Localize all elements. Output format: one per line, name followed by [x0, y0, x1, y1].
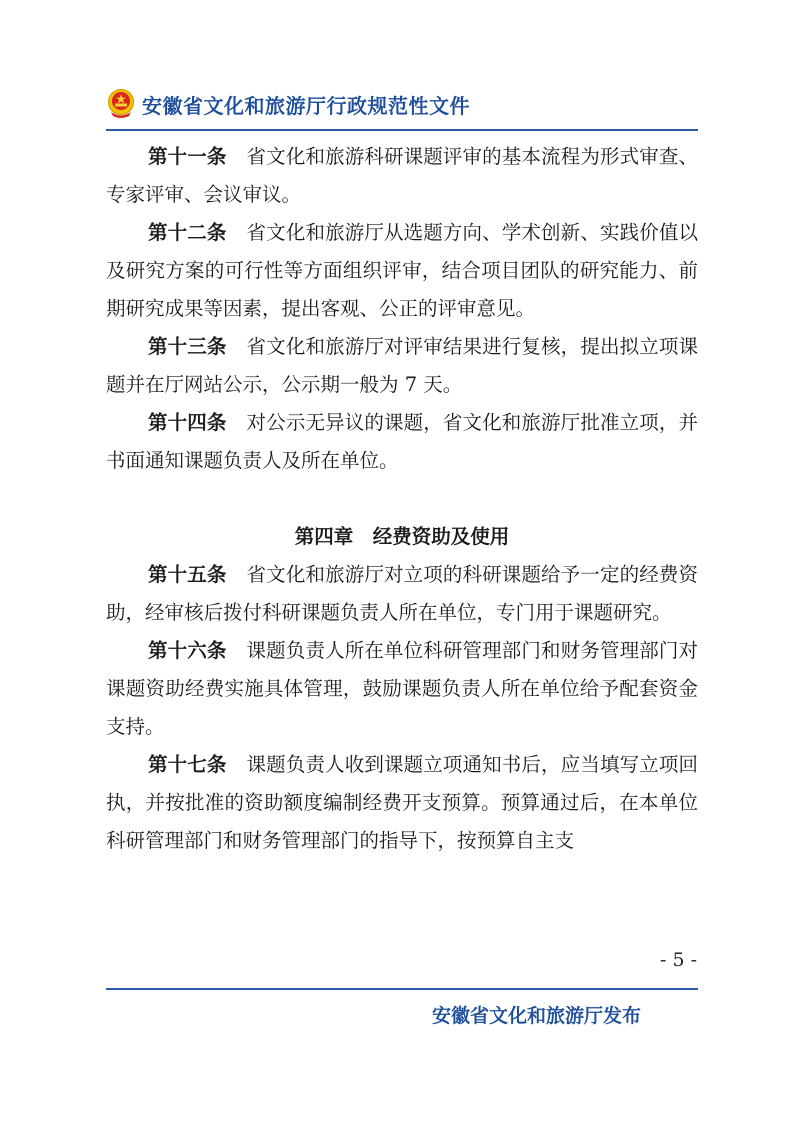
national-emblem-icon: [106, 88, 136, 120]
article-label: 第十六条: [148, 639, 227, 662]
article-label: 第十七条: [148, 753, 227, 776]
article-11: [106, 138, 698, 214]
article-label: 第十五条: [148, 563, 227, 586]
footer-publisher: 安徽省文化和旅游厅发布: [431, 1005, 641, 1027]
article-text: 省文化和旅游厅对立项的科研课题给予一定的经费资助，经审核后拨付科研课题负责人所在单位，专门用于课题研究。: [106, 563, 698, 624]
article-text: 课题负责人所在单位科研管理部门和财务管理部门对课题资助经费实施具体管理，鼓励课题负责人所在单位给予配套资金支持。: [106, 639, 698, 738]
article-text: 省文化和旅游厅从选题方向、学术创新、实践价值以及研究方案的可行性等方面组织评审，结合项目团队的研究能力、前期研究成果等因素，提出客观、公正的评审意见。: [106, 221, 698, 320]
document-header: [106, 84, 470, 124]
article-12: [106, 214, 698, 328]
article-label: 第十四条: [148, 411, 227, 434]
article-text: 省文化和旅游科研课题评审的基本流程为形式审查、专家评审、会议审议。: [106, 145, 698, 206]
article-label: 第十三条: [148, 335, 227, 358]
article-text: 对公示无异议的课题，省文化和旅游厅批准立项，并书面通知课题负责人及所在单位。: [106, 411, 698, 472]
page-number: - 5 -: [659, 949, 697, 971]
footer-divider: [106, 988, 698, 990]
header-title: 安徽省文化和旅游厅行政规范性文件: [142, 93, 470, 118]
article-label: 第十二条: [148, 221, 227, 244]
article-label: 第十一条: [148, 145, 227, 168]
chapter-heading: 第四章 经费资助及使用: [294, 525, 510, 548]
article-text: 课题负责人收到课题立项通知书后，应当填写立项回执，并按批准的资助额度编制经费开支预算。预算通过后，在本单位科研管理部门和财务管理部门的指导下，按预算自主支: [106, 753, 698, 852]
article-14: [106, 404, 698, 480]
article-13: [106, 328, 698, 404]
document-body: [106, 138, 698, 860]
header-divider: [106, 129, 698, 131]
article-17: [106, 746, 698, 860]
article-15: [106, 556, 698, 632]
article-text: 省文化和旅游厅对评审结果进行复核，提出拟立项课题并在厅网站公示，公示期一般为 7 天。: [106, 335, 698, 396]
article-16: [106, 632, 698, 746]
